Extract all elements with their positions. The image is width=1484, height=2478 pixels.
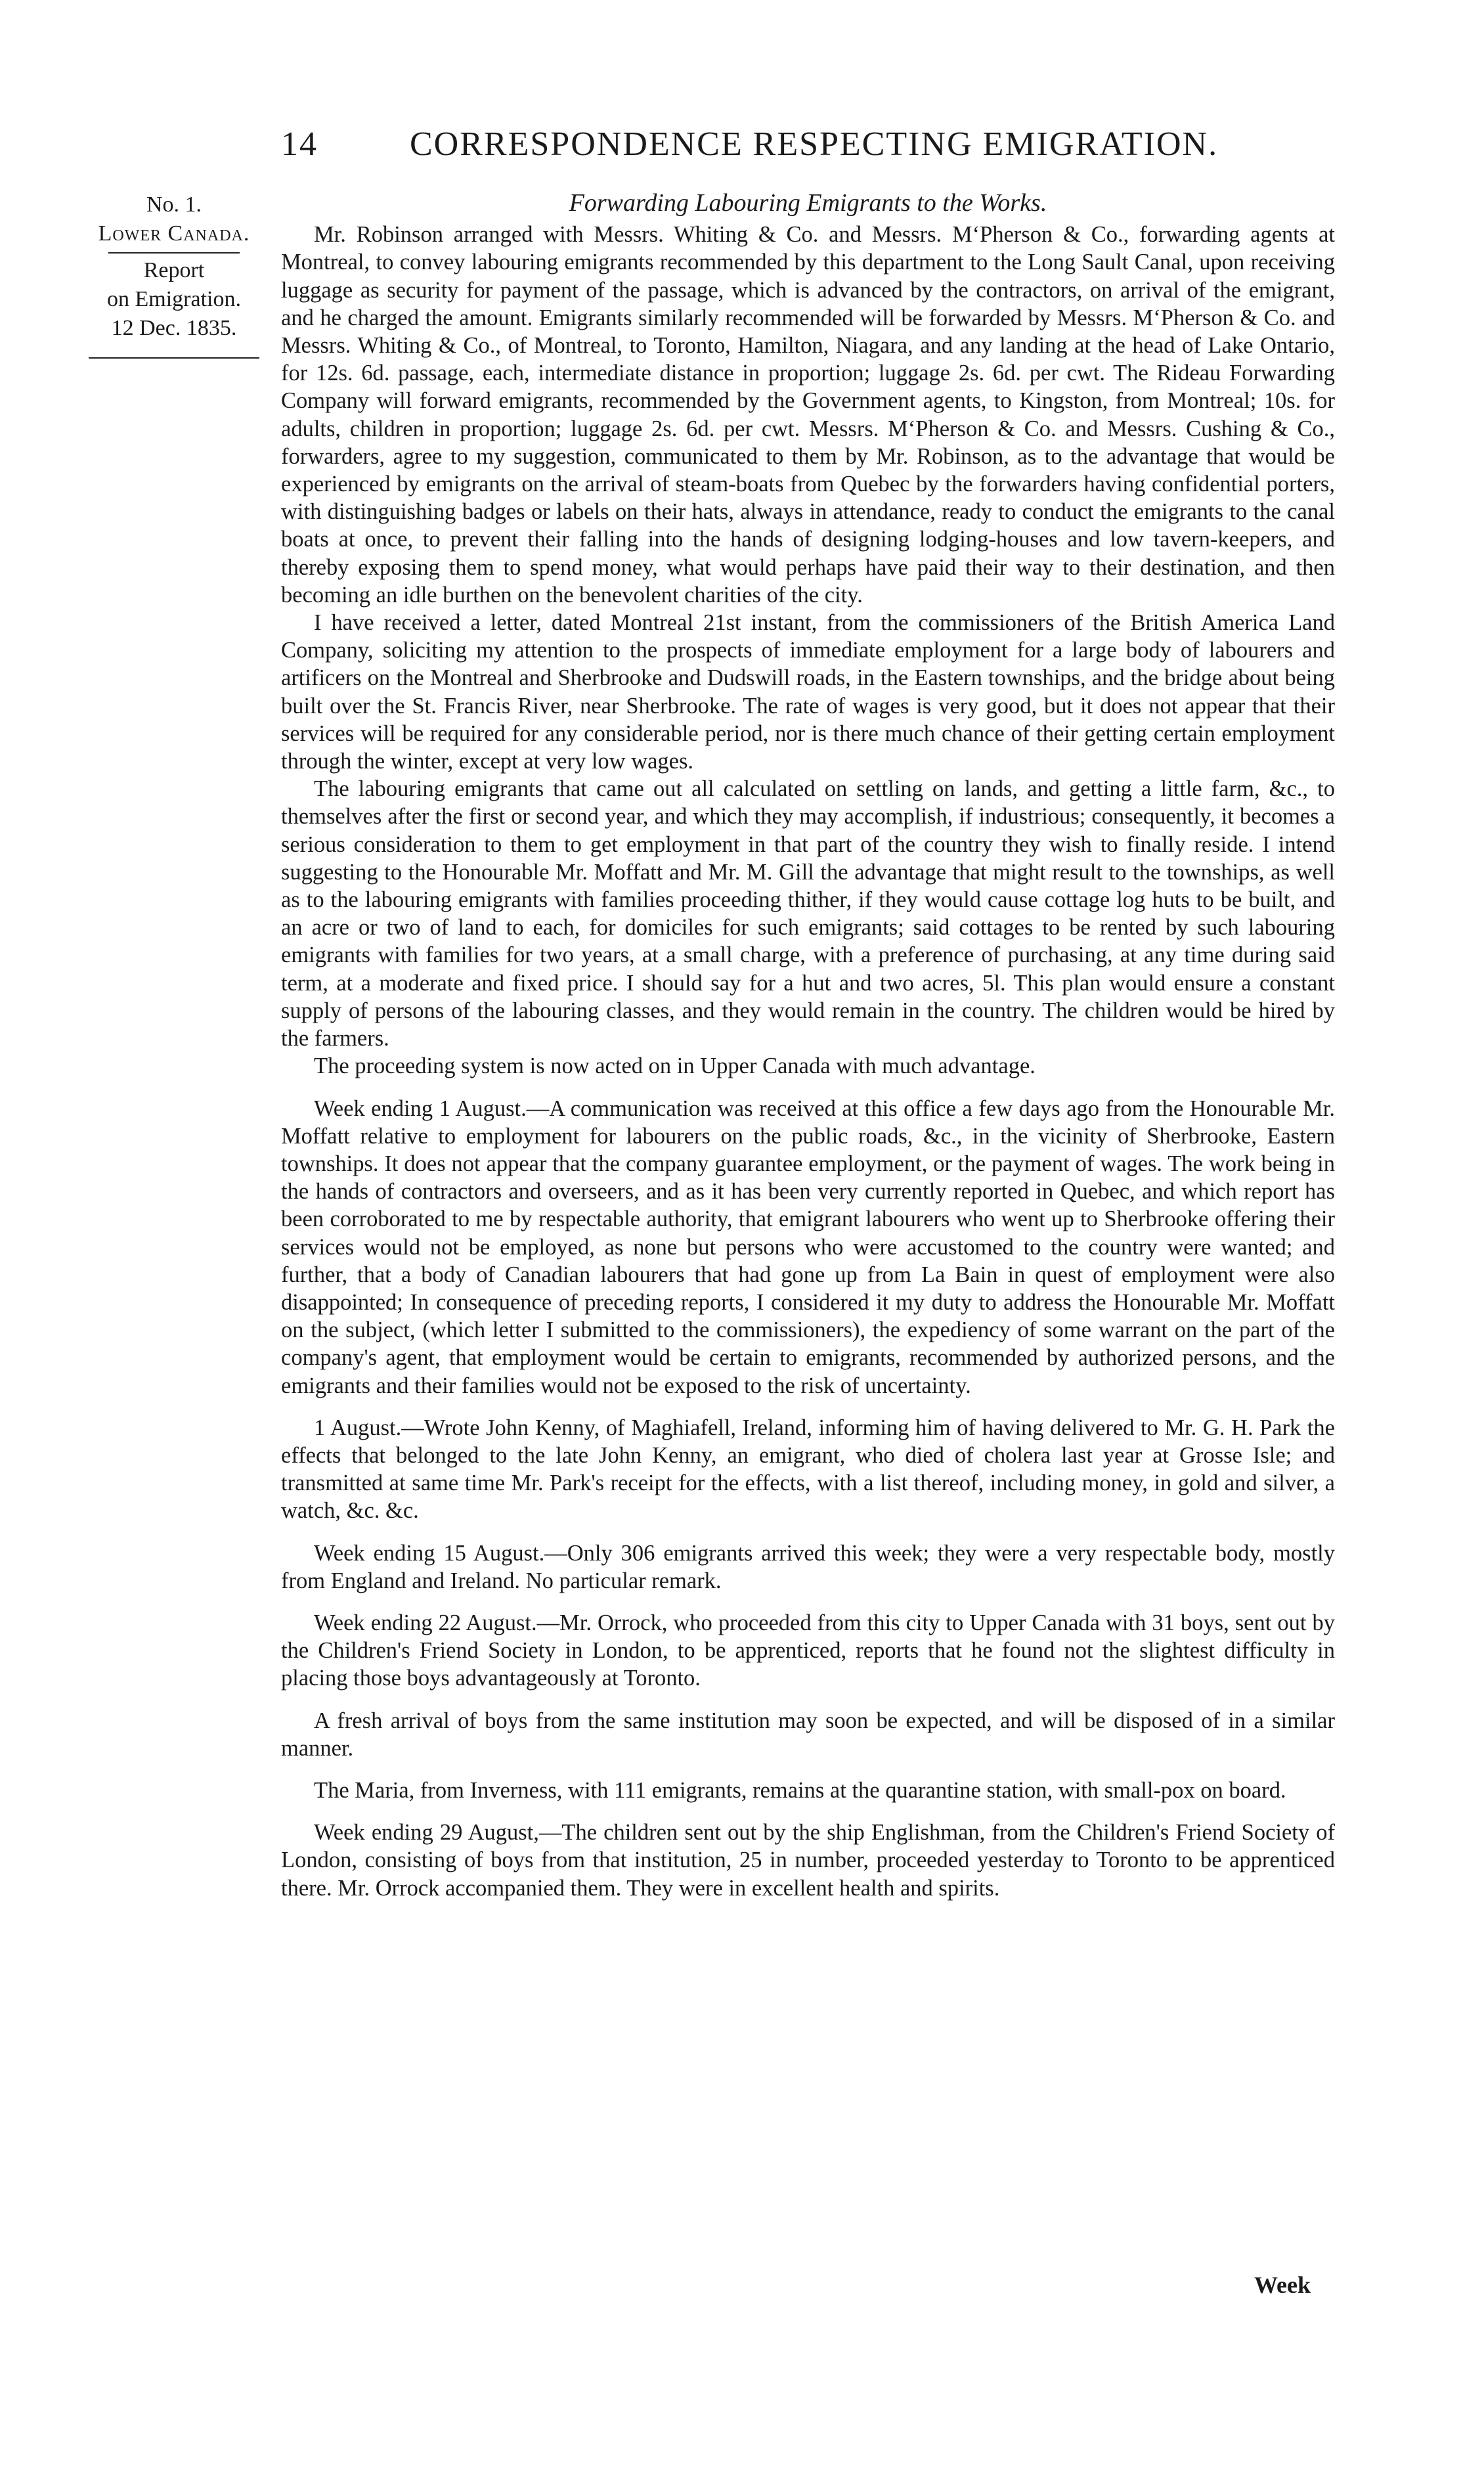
margin-report: Report [143,258,205,282]
catchword: Week [1254,2272,1311,2298]
margin-rule-bottom [89,357,259,359]
paragraph: 1 August.—Wrote John Kenny, of Maghiafell, Ireland, informing him of having delivered to Mr. G. H. Park the effects that belonged to the late John Kenny, an emigrant, who died of cholera last year at Grosse Isle; and transmitted at same time Mr. Park's receipt for the effects, with a list thereof, including money, in gold and silver, a watch, &c. &c. [281,1415,1335,1524]
paragraph: Week ending 22 August.—Mr. Orrock, who proceeded from this city to Upper Canada with 31 boys, sent out by the Children's Friend Society in London, to be apprenticed, reports that he found not the slightest difficulty in placing those boys advantageously at Toronto. [281,1610,1335,1691]
paragraph: The labouring emigrants that came out all calculated on settling on lands, and getting a little farm, &c., to themselves after the first or second year, and which they may accomplish, if industrious; consequently, it becomes a serious consideration to them to get employment in that part of the country they wish to finally reside. I intend suggesting to the Honourable Mr. Moffatt and Mr. M. Gill the advantage that might result to the townships, as well as to the labouring emigrants with families proceeding thither, if they would cause cottage log huts to be built, and an acre or two of land to each, for domiciles for such emigrants; said cottages to be rented by such labouring emigrants with families for two years, at a small charge, with a preference of purchasing, at any time during said term, at a moderate and fixed price. I should say for a hut and two acres, 5l. This plan would ensure a constant supply of persons of the labouring classes, and they would remain in the country. The children would be hired by the farmers. [281,776,1335,1051]
paragraph: Week ending 1 August.—A communication was received at this office a few days ago from the Honourable Mr. Moffatt relative to employment for labourers on the public roads, &c., in the vicinity of Sherbrooke, Eastern townships. It does not appear that the company guarantee employment, or the payment of wages. The work being in the hands of contractors and overseers, and as it has been very currently reported in Quebec, and which report has been corroborated to me by respectable authority, that emigrant labourers who went up to Sherbrooke offering their services would not be employed, as none but persons who were accustomed to the country were wanted; and further, that a body of Canadian labourers that had gone up from La Bain in quest of employment were also disappointed; In consequence of preceding reports, I considered it my duty to address the Honourable Mr. Moffatt on the subject, (which letter I submitted to the commissioners), the expediency of some warrant on the part of the company's agent, that employment would be certain to emigrants, recommended by authorized persons, and the emigrants and their families would not be exposed to the risk of uncertainty. [281,1095,1335,1398]
paragraph: Week ending 29 August,—The children sent out by the ship Englishman, from the Children's Friend Society of London, consisting of boys from that institution, 25 in number, proceeded yesterday to Toronto to be apprenticed there. Mr. Orrock accompanied them. They were in excellent health and spirits. [281,1820,1335,1901]
margin-note [69,190,279,361]
paragraph: The proceeding system is now acted on in Upper Canada with much advantage. [314,1053,1036,1079]
body-text [281,189,1335,1902]
paragraph: I have received a letter, dated Montreal 21st instant, from the commissioners of the British America Land Company, soliciting my attention to the prospects of immediate employment for a large body of labourers and artificers on the Montreal and Sherbrooke and Dudswill roads, in the Eastern townships, and the bridge about being built over the St. Francis River, near Sherbrooke. The rate of wages is very good, but it does not appear that their services will be required for any considerable period, nor is there much chance of their getting certain employment through the winter, except at very low wages. [281,610,1335,774]
margin-date: 12 Dec. 1835. [111,316,237,340]
section-title: Forwarding Labouring Emigrants to the Works. [569,189,1047,217]
paragraph: A fresh arrival of boys from the same institution may soon be expected, and will be disposed of in a similar manner. [281,1708,1335,1761]
paragraph: Mr. Robinson arranged with Messrs. Whiting & Co. and Messrs. M‘Pherson & Co., forwarding agents at Montreal, to convey labouring emigrants recommended by this department to the Long Sault Canal, upon receiving luggage as security for payment of the passage, which is advanced by the contractors, on arrival of the emigrant, and he charged the amount. Emigrants similarly recommended will be forwarded by Messrs. M‘Pherson & Co. and Messrs. Whiting & Co., of Montreal, to Toronto, Hamilton, Niagara, and any landing at the head of Lake Ontario, for 12s. 6d. passage, each, intermediate distance in proportion; luggage 2s. 6d. per cwt. The Rideau Forwarding Company will forward emigrants, recommended by the Government agents, to Kingston, from Montreal; 10s. for adults, children in proportion; luggage 2s. 6d. per cwt. Messrs. M‘Pherson & Co. and Messrs. Cushing & Co., forwarders, agree to my suggestion, communicated to them by Mr. Robinson, as to the advantage that would be experienced by emigrants on the arrival of steam-boats from Quebec by the forwarders having confidential porters, with distinguishing badges or labels on their hats, always in attendance, ready to conduct the emigrants to the canal boats at once, to prevent their falling into the hands of designing lodging-houses and low tavern-keepers, and thereby exposing them to spend money, what would perhaps have paid their way to their destination, and then becoming an idle burthen on the benevolent charities of the city. [281,222,1335,608]
paragraph: The Maria, from Inverness, with 111 emigrants, remains at the quarantine station, with small-pox on board. [314,1777,1286,1803]
margin-rule-top [108,252,240,254]
margin-province: Lower Canada. [98,221,250,246]
running-header [281,125,1332,164]
margin-subject: on Emigration. [107,287,241,311]
margin-doc-number: No. 1. [146,192,202,217]
paragraph: Week ending 15 August.—Only 306 emigrants arrived this week; they were a very respectable body, mostly from England and Ireland. No particular remark. [281,1540,1335,1593]
page-number: 14 [281,125,318,163]
running-title: CORRESPONDENCE RESPECTING EMIGRATION. [410,125,1219,163]
